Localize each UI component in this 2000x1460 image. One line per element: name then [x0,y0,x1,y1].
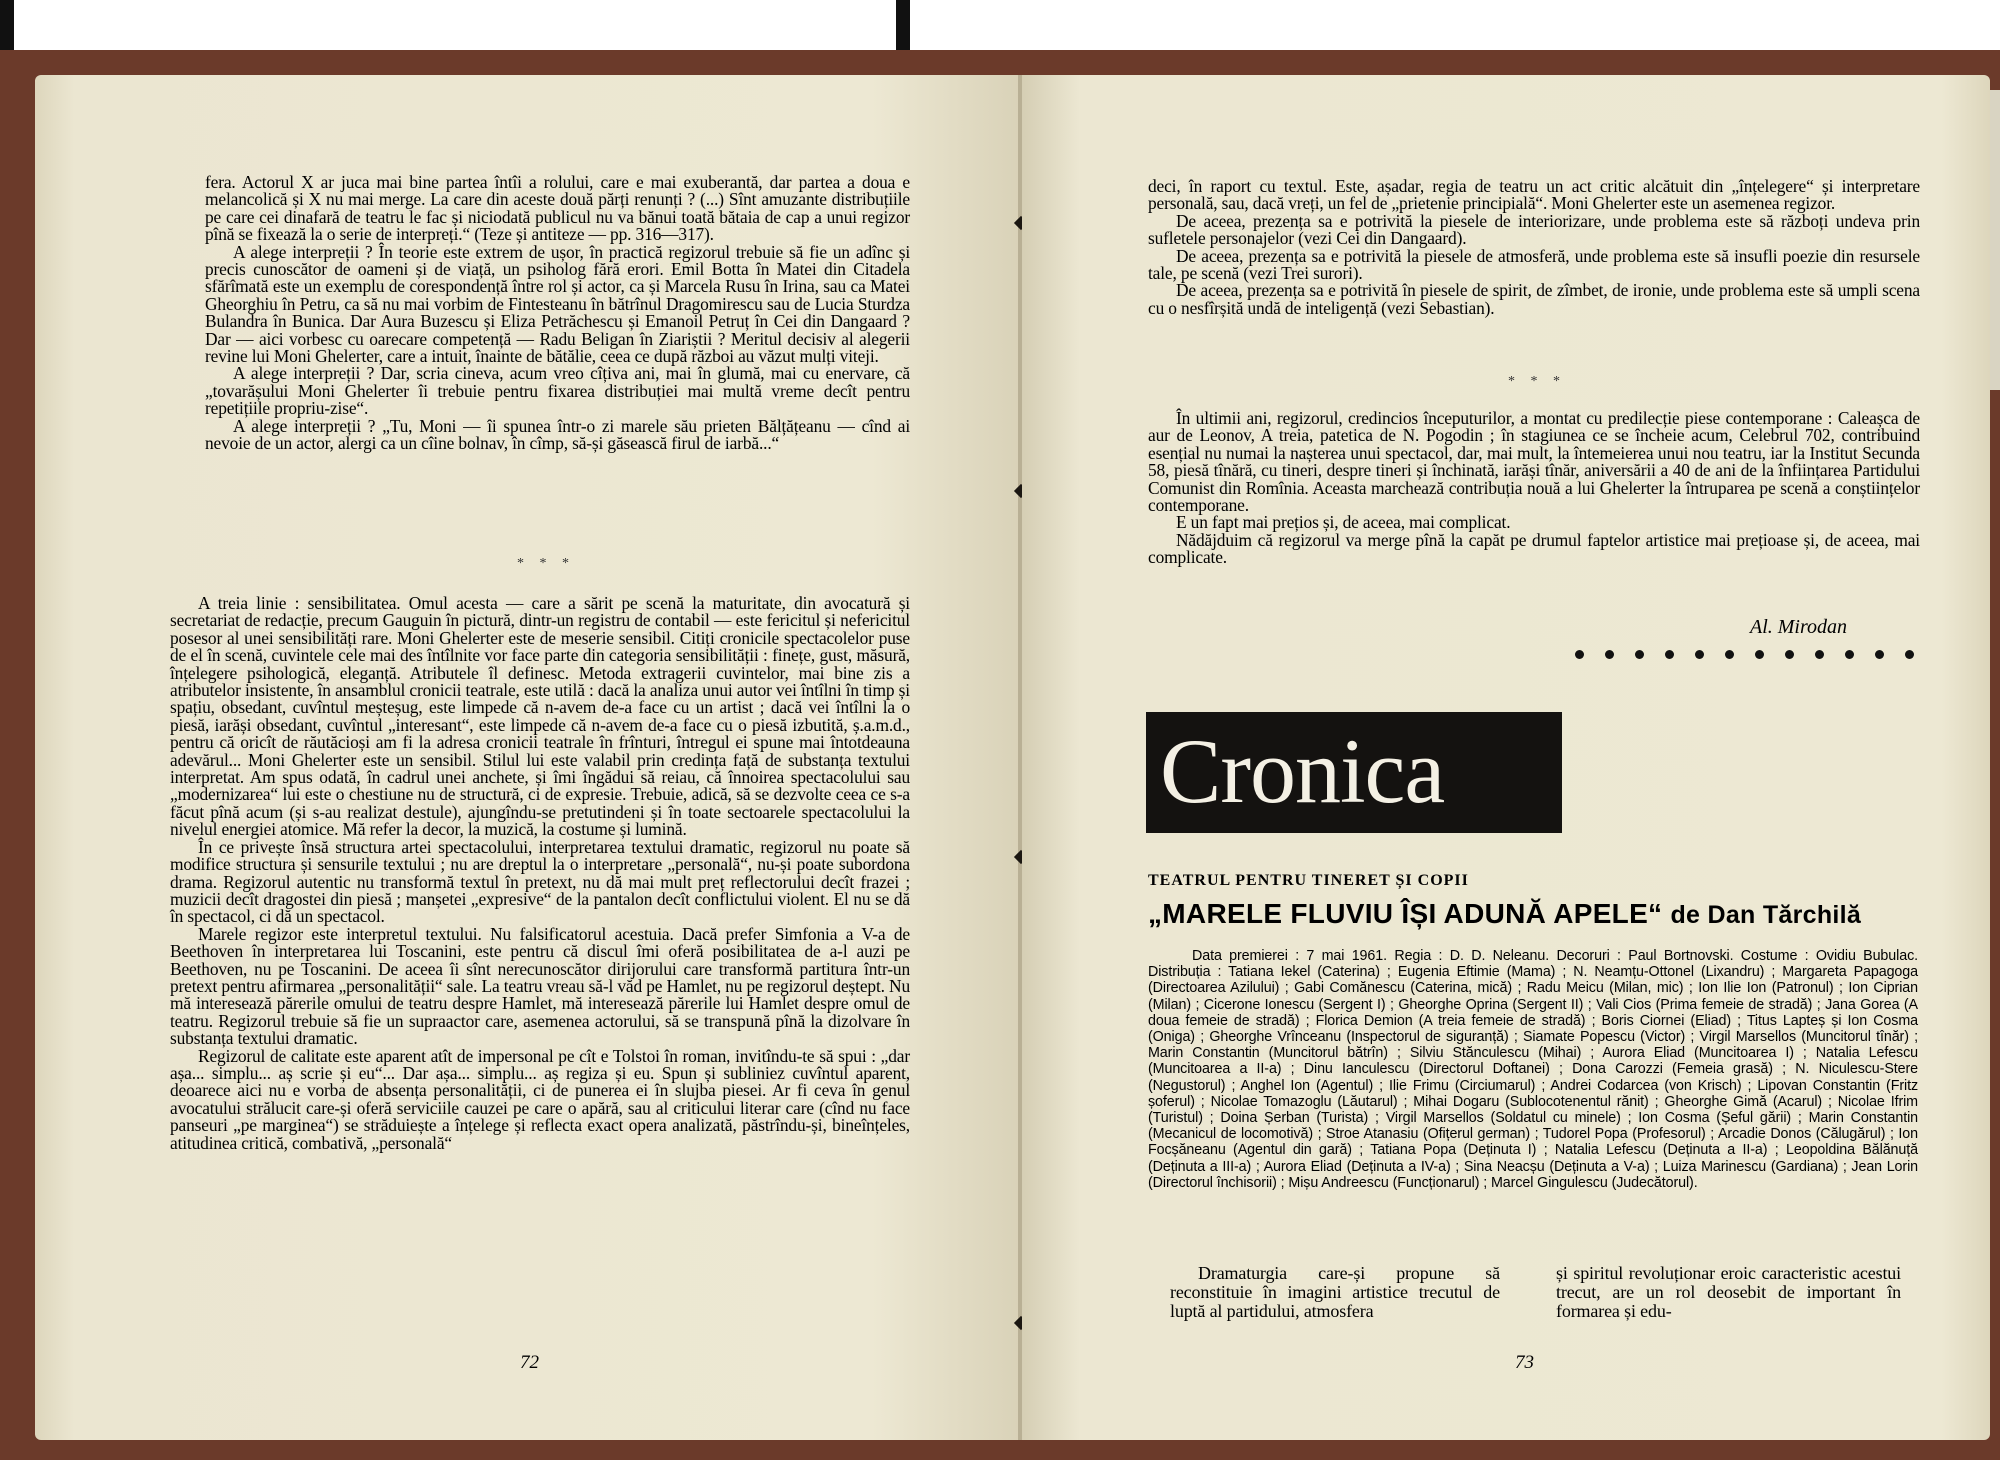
paragraph: A alege interpreții ? În teorie este extrem de ușor, în practică regizorul trebuie să fie un adînc și precis cunoscător de oameni și de viață, un psiholog fără erori. Emil Botta în Matei din Citadela sfărîmată este un exemplu de corespondență între rol și actor, ca și Marcela Rusu în Irina, sau ca Matei Gheorghiu în Petru, ca să nu mai vorbim de Fintesteanu în bătrînul Dragomirescu sau de Lucia Sturdza Bulandra în Bunica. Dar Aura Buzescu și Eliza Petrăchescu și Emanoil Petruț în Cei din Dangaard ? Dar — aici vorbesc cu oarecare competență — Radu Beligan în Ziariștii ? Meritul decisiv al alegerii revine lui Moni Ghelerter, care a intuit, înainte de bătălie, ceea ce după război au văzut mulți viteji. [205,241,910,367]
paragraph: E un fapt mai prețios și, de aceea, mai complicat. [1176,512,1511,533]
paragraph: A treia linie : sensibilitatea. Omul acesta — care a sărit pe scenă la maturitate, din avocatură și secretariat de redacție, precum Gauguin în pictură, dintr-un registru de contabil — este fericitul și nefericitul posesor al unei sensibilități rare. Moni Ghelerter este de meserie sensibil. Citiți cronicile spectacolelor puse de el în scenă, cuvintele cele mai des întîlnite vor face parte din categoria sensibilității : finețe, gust, măsură, înțelegere psihologică, eleganță. Atributele îl definesc. Metoda extragerii cuvintelor, mai bine zis a atributelor insistente, în ansamblul cronicii teatrale, este utilă : dacă la analiza unui autor vei întîlni în timp și spațiu, obsedant, cuvîntul meșteșug, este limpede că n-avem de-a face cu un artist ; dacă vei întîlni la o piesă, iarăși obsedant, cuvîntul „interesant“, este limpede că n-avem de-a face cu o piesă izbutită, ș.a.m.d., pentru că oricît de răutăcioși am fi la adresa cronicii teatrale în frînturi, întregul ei spune mai întotdeauna adevărul... Moni Ghelerter este un sensibil. Stilul lui este valabil prin credința față de substanța textului interpretat. Am spus odată, în cadrul unei anchete, și îmi îngădui să reiau, că înnoirea spectacolului sau „modernizarea“ lui este o chestiune nu de structură, ci de expresie. Trebuie, adică, să se dezvolte ceea ce s-a făcut pînă acum (și s-au realizat destule), ajungîndu-se pretutindeni și în toate sectoarele spectacolului la nivelul energiei atomice. Mă refer la decor, la muzică, la costume și lumină. [170,593,910,840]
paragraph: și spiritul revoluționar eroic caracteristic acestui trecut, are un rol deosebit de important în formarea și edu- [1556,1263,1901,1321]
dot [1845,650,1854,659]
section-separator: * * * [1508,374,1566,389]
paragraph: deci, în raport cu textul. Este, așadar, regia de teatru un act critic alcătuit din „înțelegere“ și interpretare personală, sau, dacă vreți, un fel de „prietenie principială“. Moni Ghelerter este un asemenea regizor. [1148,176,1920,214]
left-text-bottom [170,595,910,1152]
paragraph: Regizorul de calitate este aparent atît de impersonal pe cît e Tolstoi în roman, invitîndu-te să spui : „dar așa... simplu... aș scrie și eu“... Dar așa... simplu... aș regiza și eu. Spun și subliniez cuvîntul aparent, deoarece aici nu e vorba de absența personalității, ci de punerea ei în slujba piesei. Ar fi ceva în genul avocatului strălucit care-și oferă serviciile cauzei pe care o apără, sau al criticului literar care (cînd nu face panseuri „pe marginea“) se străduiește a înțelege și reflecta exact opera analizată, păstrîndu-și, bineînțeles, atitudinea critică, combativă, „personală“ [170,1045,910,1153]
cronica-section-logo [1146,712,1562,833]
paragraph: A alege interpreții ? „Tu, Moni — îi spunea într-o zi marele său prieten Bălțățeanu — cînd ai nevoie de un actor, alergi ca un cîine bolnav, în cîmp, să-și găsească firul de iarbă...“ [205,415,910,454]
section-separator: * * * [517,556,575,571]
theatre-heading: TEATRUL PENTRU TINERET ȘI COPII [1148,872,1469,889]
right-text-top [1148,178,1920,317]
dot [1725,650,1734,659]
play-title [1148,898,1861,930]
paragraph: fera. Actorul X ar juca mai bine partea întîi a rolului, care e mai exuberantă, dar partea a doua e melancolică și X nu mai merge. La care din aceste două părți renunți ? (...) Sînt amuzante distribuțiile pe care cei dinafară de teatru le fac și niciodată publicul nu va bănui toată bătaia de cap a unui regizor pînă se fixează la o serie de interpreți.“ (Teze și antiteze — pp. 316—317). [205,172,910,245]
scan-edge-bar [0,0,14,50]
dot [1875,650,1884,659]
dot [1755,650,1764,659]
dot [1905,650,1914,659]
review-column-2 [1556,1264,1901,1321]
play-title-text: „MARELE FLUVIU ÎȘI ADUNĂ APELE“ [1148,898,1663,929]
paragraph: În ce privește însă structura artei spectacolului, interpretarea textului dramatic, regizorul nu poate să modifice structura și sensurile textului ; nu are dreptul la o interpretare „personală“, nu-și poate subordona drama. Regizorul autentic nu transformă textul în pretext, nu dă mai mult preț reflectorului decît frazei ; muzicii decît dragostei din piesă ; manșetei „expresive“ de la pantalon decît conflictului violent. El nu se dă în spectacol, ci dă un spectacol. [170,836,910,927]
decorative-dot-row [1575,650,1914,659]
scan-top-margin [0,0,2000,50]
paragraph: În ultimii ani, regizorul, credincios începuturilor, a montat cu predilecție piese contemporane : Caleașca de aur de Leonov, A treia, patetica de N. Pogodin ; în stagiunea ce se încheie acum, Celebrul 702, contribuind esențial nu numai la nașterea unui spectacol, dar, mai mult, la întemeierea unui nou teatru, iar la Institut Secunda 58, piesă tînără, cu tineri, despre tineri și închinată, iarăși tînăr, aniversării a 40 de ani de la înființarea Partidului Comunist din Romînia. Aceasta marchează contribuția nouă a lui Ghelerter la întruparea pe scenă a conștiințelor contemporane. [1148,408,1920,516]
play-credits: Data premierei : 7 mai 1961. Regia : D. D. Neleanu. Decoruri : Paul Bortnovski. Costume : Ovidiu Bubulac. Distribuția : Tatiana Iekel (Caterina) ; Eugenia Eftimie (Mama) ; N. Neamțu-Ottonel (Lixandru) ; Margareta Papagoga (Directoarea Azilului) ; Gabi Comănescu (Caterina, mică) ; Radu Meicu (Milan, mic) ; Ion Ilie Ion (Patronul) ; Ion Ciprian (Milan) ; Cicerone Ionescu (Sergent I) ; Gheorghe Oprina (Sergent II) ; Vali Cios (Prima femeie de stradă) ; Jana Gorea (A doua femeie de stradă) ; Florica Demion (A treia femeie de stradă) ; Boris Ciornei (Eliad) ; Titus Lapteș și Ion Cosma (Oniga) ; Gheorghe Vrînceanu (Inspectorul de siguranță) ; Siamate Popescu (Victor) ; Virgil Marsellos (Muncitorul tînăr) ; Marin Constantin (Muncitorul bătrîn) ; Silviu Stănculescu (Mihai) ; Aurora Eliad (Muncitoarea I) ; Natalia Lefescu (Muncitoarea a II-a) ; Dinu Ianculescu (Directorul Doftanei) ; Dona Carozzi (Femeia grasă) ; N. Niculescu-Stere (Negustorul) ; Anghel Ion (Agentul) ; Ilie Frimu (Circiumarul) ; Andrei Codarcea (von Krisch) ; Lipovan Constantin (Fritz șoferul) ; Nicolae Tomazoglu (Lăutarul) ; Mihai Dogaru (Sublocotenentul rănit) ; Gheorghe Gimă (Acarul) ; Nicolae Ifrim (Turistul) ; Doina Șerban (Turista) ; Virgil Marsellos (Soldatul cu minele) ; Ion Cosma (Șeful gării) ; Marin Constantin (Mecanicul de locomotivă) ; Stroe Atanasiu (Ofițerul german) ; Tudorel Popa (Profesorul) ; Arcadie Donos (Călugărul) ; Ion Focșăneanu (Agentul din gară) ; Tatiana Popa (Deținuta I) ; Natalia Lefescu (Deținuta a II-a) ; Leopoldina Bălănuță (Deținuta a III-a) ; Aurora Eliad (Deținuta a IV-a) ; Sina Neacșu (Deținuta a V-a) ; Luiza Marinescu (Gardiana) ; Jean Lorin (Directorul închisorii) ; Mișu Andreescu (Funcționarul) ; Marcel Gingulescu (Judecătorul). [1148,948,1918,1191]
paragraph: Dramaturgia care-și propune să reconstituie în imagini artistice trecutul de luptă al partidului, atmosfera [1170,1263,1500,1321]
dot [1785,650,1794,659]
dot [1695,650,1704,659]
dot [1635,650,1644,659]
scan-edge-bar [896,0,910,50]
page-number-left: 72 [520,1352,539,1373]
play-author: de Dan Tărchilă [1670,901,1862,929]
right-text-mid [1148,410,1920,567]
paragraph: Marele regizor este interpretul textului. Nu falsificatorul acestuia. Dacă prefer Simfonia a V-a de Beethoven în interpretarea lui Toscanini, este pentru că discul îmi oferă posibilitatea de a-l auzi pe Beethoven, nu pe Toscanini. De aceea îi sînt nerecunoscător dirijorului care transformă partitura într-un pretext pentru afirmarea „personalității“ sale. La teatru vreau să-l văd pe Hamlet, nu pe regizorul deștept. Nu mă interesează părerile omului de teatru despre Hamlet, mă interesează părerile lui Hamlet despre omul de teatru. Regizorul trebuie să fie un supraactor care, asemenea actorului, să se transpună pînă la dizolvare în substanța textului dramatic. [170,923,910,1049]
dot [1815,650,1824,659]
paragraph: De aceea, prezența sa e potrivită la piesele de atmosferă, unde problema este să insufli poezie din resursele tale, pe scenă (vezi Trei surori). [1148,245,1920,284]
paragraph: A alege interpreții ? Dar, scria cineva, acum vreo cîțiva ani, mai în glumă, mai cu enervare, că „tovarășului Moni Ghelerter îi trebuie pentru fixarea distribuției mai multă vreme decît pentru repetițiile propriu-zise“. [205,363,910,419]
paragraph: Nădăjduim că regizorul va merge pînă la capăt pe drumul faptelor artistice mai prețioase și, de aceea, mai complicate. [1148,529,1920,568]
dot [1665,650,1674,659]
dot [1575,650,1584,659]
cronica-logo-text: Cronica [1160,720,1445,822]
author-signature: Al. Mirodan [1750,616,1848,638]
left-text-top [205,174,910,453]
page-number-right: 73 [1515,1352,1534,1373]
paragraph: De aceea, prezența sa e potrivită la piesele de interiorizare, unde problema este să războți undeva prin sufletele personajelor (vezi Cei din Dangaard). [1148,210,1920,249]
paragraph: De aceea, prezența sa e potrivită în piesele de spirit, de zîmbet, de ironie, unde problema este să umpli scena cu o nesfîrșită undă de inteligență (vezi Sebastian). [1148,280,1920,318]
review-column-1 [1170,1264,1500,1321]
dot [1605,650,1614,659]
